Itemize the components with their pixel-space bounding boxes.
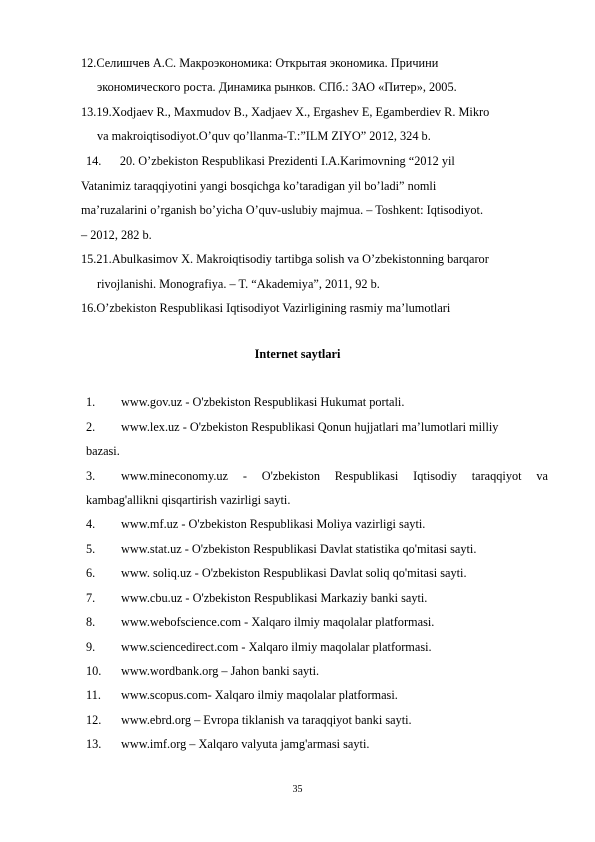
site-3-word: taraqqiyot bbox=[471, 469, 522, 483]
site-12-number: 12. bbox=[86, 713, 102, 727]
site-10-text: www.wordbank.org – Jahon banki sayti. bbox=[121, 664, 320, 678]
site-11-text: www.scopus.com- Xalqaro ilmiy maqolalar platformasi. bbox=[121, 688, 398, 702]
bib-item-14-line-1: 14. 20. O’zbekiston Respublikasi Prezidenti I.A.Karimovning “2012 yil bbox=[86, 154, 455, 168]
site-3-word: va bbox=[536, 469, 548, 483]
site-3-word: www.mineconomy.uz bbox=[121, 469, 229, 483]
site-3-word: Respublikasi bbox=[334, 469, 399, 483]
site-4-text: www.mf.uz - O'zbekiston Respublikasi Moliya vazirligi sayti. bbox=[121, 517, 426, 531]
site-11-number: 11. bbox=[86, 688, 101, 702]
bib-item-15-line-1: 15.21.Abulkasimov X. Makroiqtisodiy tartibga solish va O’zbekistonning barqaror bbox=[81, 252, 489, 266]
site-2-continuation: bazasi. bbox=[86, 444, 120, 458]
page-number: 35 bbox=[292, 784, 303, 795]
bib-item-13-line-2: va makroiqtisodiyot.O’quv qo’llanma-T.:”ILM ZIYO” 2012, 324 b. bbox=[97, 129, 431, 143]
site-3-text bbox=[121, 470, 548, 482]
site-2-number: 2. bbox=[86, 420, 96, 434]
bib-item-12-line-2: экономического роста. Динамика рынков. СПб.: ЗАО «Питер», 2005. bbox=[97, 80, 457, 94]
site-1-text: www.gov.uz - O'zbekiston Respublikasi Hukumat portali. bbox=[121, 395, 405, 409]
bib-item-14-line-4: – 2012, 282 b. bbox=[81, 228, 152, 242]
bib-item-16-line-1: 16.O’zbekiston Respublikasi Iqtisodiyot Vazirligining rasmiy ma’lumotlari bbox=[81, 301, 451, 315]
site-5-text: www.stat.uz - O'zbekiston Respublikasi Davlat statistika qo'mitasi sayti. bbox=[121, 542, 477, 556]
site-8-text: www.webofscience.com - Xalqaro ilmiy maqolalar platformasi. bbox=[121, 615, 435, 629]
bib-item-14-line-3: ma’ruzalarini o’rganish bo’yicha O’quv-uslubiy majmua. – Toshkent: Iqtisodiyot. bbox=[81, 203, 484, 217]
site-13-text: www.imf.org – Xalqaro valyuta jamg'armasi sayti. bbox=[121, 737, 370, 751]
site-3-word: O'zbekiston bbox=[261, 469, 320, 483]
site-10-number: 10. bbox=[86, 664, 102, 678]
site-4-number: 4. bbox=[86, 517, 96, 531]
site-8-number: 8. bbox=[86, 615, 96, 629]
site-6-text: www. soliq.uz - O'zbekiston Respublikasi Davlat soliq qo'mitasi sayti. bbox=[121, 566, 467, 580]
internet-sites-heading: Internet saytlari bbox=[254, 347, 341, 361]
site-5-number: 5. bbox=[86, 542, 96, 556]
bib-item-13-line-1: 13.19.Xodjaev R., Maxmudov B., Xadjaev X., Ergashev E, Egamberdiev R. Mikro bbox=[81, 105, 490, 119]
bib-item-14-line-2: Vatanimiz taraqqiyotini yangi bosqichga ko’taradigan yil bo’ladi” nomli bbox=[81, 179, 437, 193]
site-13-number: 13. bbox=[86, 737, 102, 751]
site-9-number: 9. bbox=[86, 640, 96, 654]
site-3-word: - bbox=[242, 469, 247, 483]
site-2-text: www.lex.uz - O'zbekiston Respublikasi Qonun hujjatlari ma’lumotlari milliy bbox=[121, 420, 499, 434]
bib-item-12-line-1: 12.Селишчев А.С. Макроэкономика: Открытая экономика. Причини bbox=[81, 56, 439, 70]
site-3-word: Iqtisodiy bbox=[413, 469, 457, 483]
site-9-text: www.sciencedirect.com - Xalqaro ilmiy maqolalar platformasi. bbox=[121, 640, 432, 654]
site-1-number: 1. bbox=[86, 395, 96, 409]
site-12-text: www.ebrd.org – Evropa tiklanish va taraqqiyot banki sayti. bbox=[121, 713, 412, 727]
site-3-number: 3. bbox=[86, 469, 96, 483]
site-3-continuation: kambag'allikni qisqartirish vazirligi sayti. bbox=[86, 493, 291, 507]
site-6-number: 6. bbox=[86, 566, 96, 580]
site-7-number: 7. bbox=[86, 591, 96, 605]
site-7-text: www.cbu.uz - O'zbekiston Respublikasi Markaziy banki sayti. bbox=[121, 591, 428, 605]
bib-item-15-line-2: rivojlanishi. Monografiya. – T. “Akademiya”, 2011, 92 b. bbox=[97, 277, 380, 291]
